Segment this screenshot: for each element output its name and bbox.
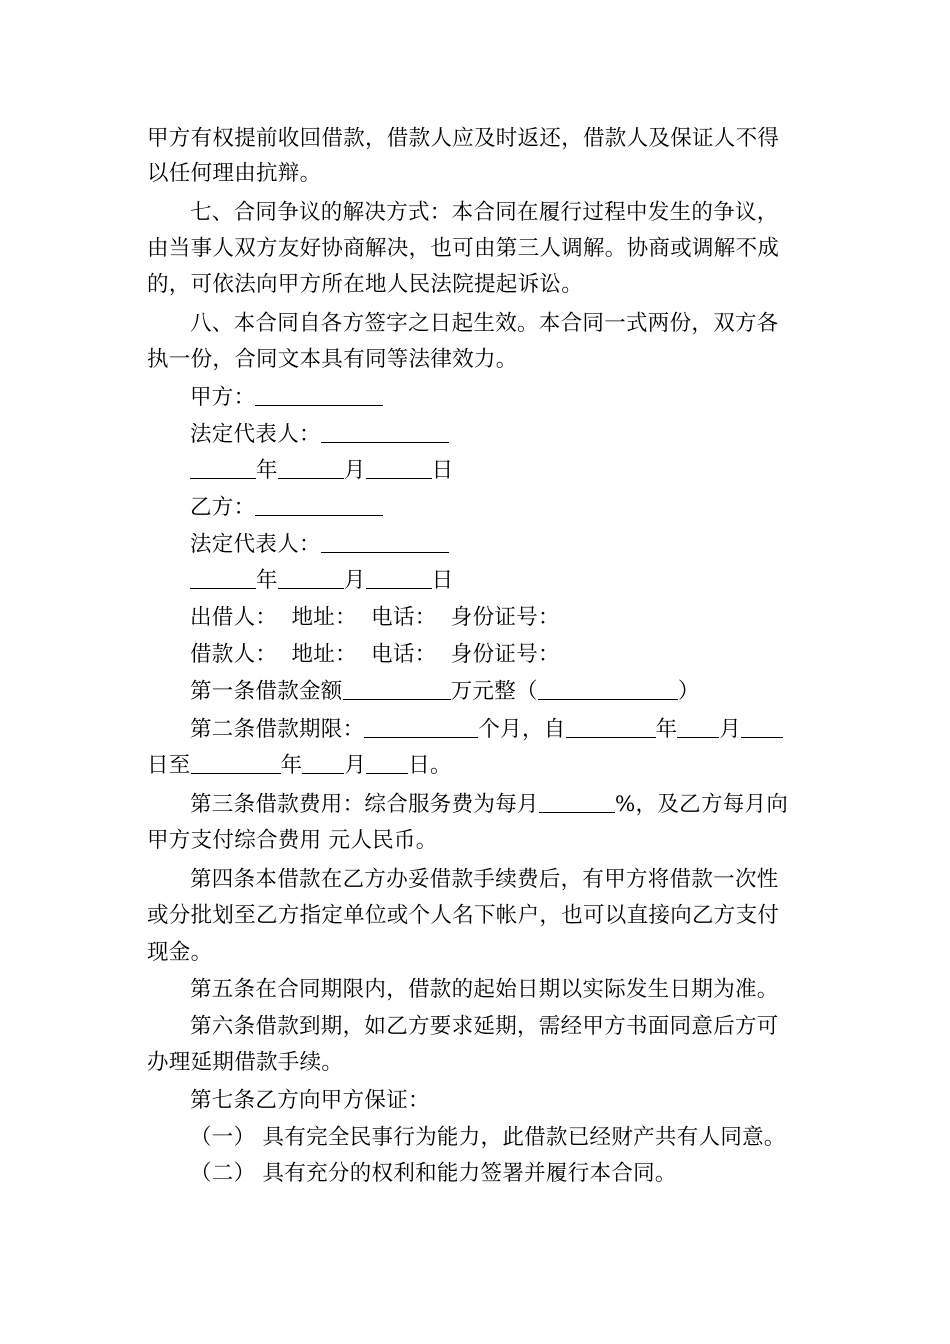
- article-2-cont: [147, 752, 452, 780]
- year-blank[interactable]: [190, 568, 256, 589]
- para-text: 甲方支付综合费用 元人民币。: [147, 828, 438, 853]
- article-6: 第六条借款到期，如乙方要求延期，需经甲方书面同意后方可: [190, 1014, 779, 1039]
- party-b-line: [190, 494, 383, 522]
- year-label: 年: [256, 568, 278, 593]
- date-b-line: [190, 567, 453, 595]
- article-3-rest: %，及乙方每月向: [614, 792, 789, 817]
- para-text: 甲方有权提前收回借款，借款人应及时返还，借款人及保证人不得: [147, 126, 780, 151]
- end-month-blank[interactable]: [302, 753, 344, 774]
- para-text: 的，可依法向甲方所在地人民法院提起诉讼。: [147, 272, 584, 297]
- article-7-item-1: （一） 具有完全民事行为能力，此借款已经财产共有人同意。: [190, 1125, 786, 1150]
- year-label: 年: [256, 458, 278, 483]
- months-blank[interactable]: [364, 717, 478, 738]
- end-year-blank[interactable]: [191, 753, 281, 774]
- article-3: [190, 791, 788, 819]
- start-day-blank[interactable]: [741, 717, 783, 738]
- legal-rep-b-label: 法定代表人：: [190, 532, 321, 557]
- party-b-label: 乙方：: [190, 495, 256, 520]
- amount-words-blank[interactable]: [538, 679, 678, 700]
- article-4: 第四条本借款在乙方办妥借款手续费后，有甲方将借款一次性: [190, 867, 779, 892]
- para-clause-7: 七、合同争议的解决方式：本合同在履行过程中发生的争议，: [190, 200, 779, 225]
- legal-rep-a-label: 法定代表人：: [190, 422, 321, 447]
- legal-rep-a-blank[interactable]: [321, 422, 449, 443]
- article-1: [190, 678, 700, 706]
- legal-rep-b-line: [190, 531, 449, 559]
- article-2-end: 日。: [408, 753, 452, 778]
- end-day-blank[interactable]: [366, 753, 408, 774]
- article-7: 第七条乙方向甲方保证：: [190, 1088, 430, 1113]
- month-label: 月: [343, 458, 366, 483]
- party-a-blank[interactable]: [255, 385, 383, 406]
- para-clause-8: 八、本合同自各方签字之日起生效。本合同一式两份，双方各: [190, 311, 779, 336]
- day-blank[interactable]: [366, 458, 432, 479]
- lender-info: 出借人： 地址： 电话： 身份证号：: [190, 605, 560, 630]
- year-label: 年: [655, 717, 678, 742]
- para-text: 以任何理由抗辩。: [147, 161, 322, 186]
- article-1-unit: 万元整（: [450, 679, 538, 704]
- article-5: 第五条在合同期限内，借款的起始日期以实际发生日期为准。: [190, 977, 779, 1002]
- para-text: 办理延期借款手续。: [147, 1050, 344, 1075]
- start-month-blank[interactable]: [677, 717, 719, 738]
- article-1-label: 第一条借款金额: [190, 679, 343, 704]
- article-2-to: 日至: [147, 753, 191, 778]
- borrower-info: 借款人： 地址： 电话： 身份证号：: [190, 642, 560, 667]
- para-text: 现金。: [147, 940, 213, 965]
- para-text: 由当事人双方友好协商解决，也可由第三人调解。协商或调解不成: [147, 236, 780, 261]
- article-1-close: ）: [677, 679, 700, 704]
- para-text: 执一份，合同文本具有同等法律效力。: [147, 347, 518, 372]
- party-a-line: [190, 384, 383, 412]
- para-text: 或分批划至乙方指定单位或个人名下帐户，也可以直接向乙方支付: [147, 903, 780, 928]
- amount-blank[interactable]: [343, 679, 451, 700]
- fee-rate-blank[interactable]: [539, 792, 615, 813]
- day-label: 日: [431, 568, 454, 593]
- legal-rep-a-line: [190, 421, 449, 449]
- party-a-label: 甲方：: [190, 385, 256, 410]
- month-label: 月: [343, 568, 366, 593]
- month-label: 月: [344, 753, 367, 778]
- month-blank[interactable]: [278, 568, 344, 589]
- article-2-label: 第二条借款期限：: [190, 717, 365, 742]
- date-a-line: [190, 457, 453, 485]
- party-b-blank[interactable]: [255, 495, 383, 516]
- day-label: 日: [431, 458, 454, 483]
- start-year-blank[interactable]: [566, 717, 656, 738]
- day-blank[interactable]: [366, 568, 432, 589]
- legal-rep-b-blank[interactable]: [321, 532, 449, 553]
- article-2-months: 个月，自: [478, 717, 566, 742]
- month-blank[interactable]: [278, 458, 344, 479]
- year-label: 年: [280, 753, 303, 778]
- year-blank[interactable]: [190, 458, 256, 479]
- month-label: 月: [719, 717, 742, 742]
- article-3-label: 第三条借款费用：综合服务费为每月: [190, 792, 539, 817]
- article-7-item-2: （二） 具有充分的权利和能力签署并履行本合同。: [190, 1161, 677, 1186]
- article-2: [190, 716, 783, 744]
